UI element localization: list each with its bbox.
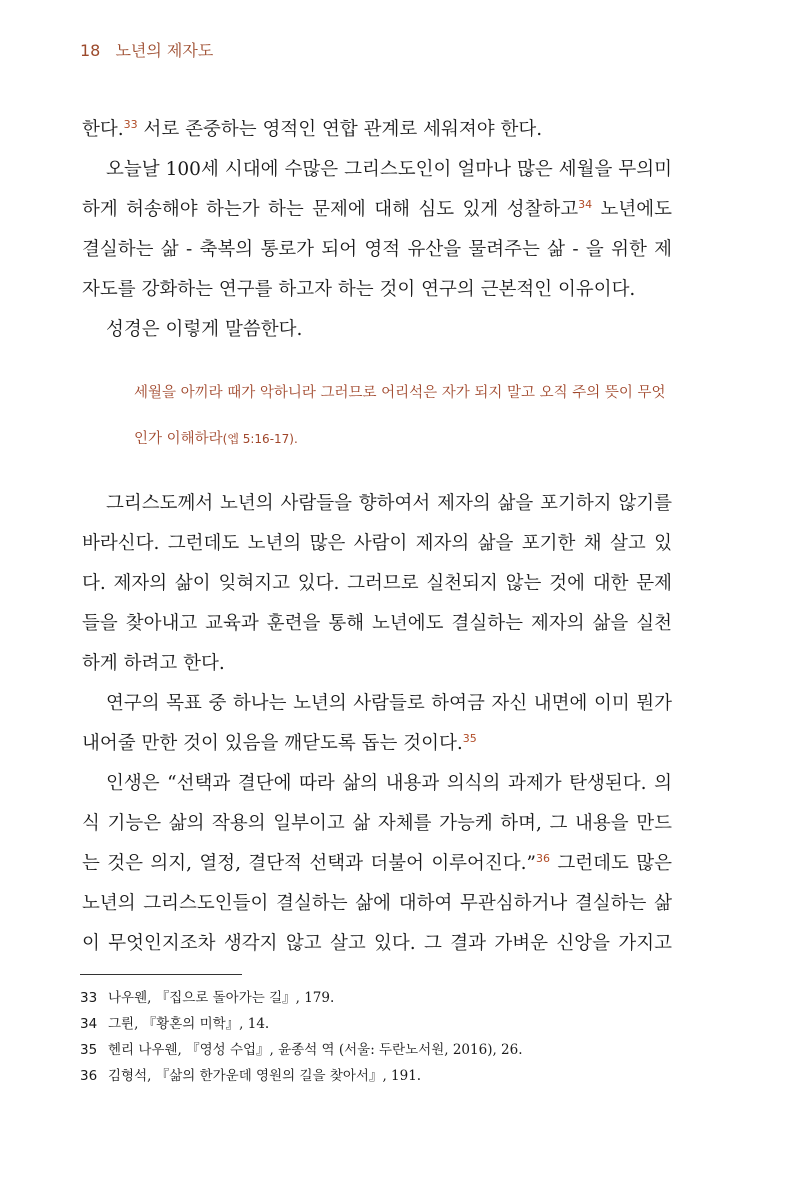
paragraph-6-line-3 bbox=[82, 844, 672, 884]
page-number: 18 bbox=[80, 41, 101, 60]
text-span: 내어줄 만한 것이 있음을 깨닫도록 돕는 것이다. bbox=[82, 733, 463, 754]
paragraph-4-line-5: 하게 하려고 한다. bbox=[82, 653, 225, 674]
footnote-number: 35 bbox=[80, 1042, 98, 1058]
paragraph-4-line-2: 바라신다. 그런데도 노년의 많은 사람이 제자의 삶을 포기한 채 살고 있 bbox=[82, 533, 672, 554]
paragraph-4-line-3: 다. 제자의 삶이 잊혀지고 있다. 그러므로 실천되지 않는 것에 대한 문제 bbox=[82, 573, 672, 594]
footnote-number: 33 bbox=[80, 990, 98, 1006]
footnote-ref-36: 36 bbox=[536, 851, 551, 865]
paragraph-3: 성경은 이렇게 말씀한다. bbox=[106, 319, 303, 340]
footnote-text: 김형석, 『삶의 한가운데 영원의 길을 찾아서』, 191. bbox=[108, 1068, 422, 1084]
footnote bbox=[80, 985, 680, 1011]
footnote-ref-34: 34 bbox=[578, 197, 593, 211]
paragraph-4-line-1: 그리스도께서 노년의 사람들을 향하여서 제자의 삶을 포기하지 않기를 bbox=[106, 493, 672, 514]
paragraph-6-line-5: 이 무엇인지조차 생각지 않고 살고 있다. 그 결과 가벼운 신앙을 가지고 bbox=[82, 933, 672, 954]
text-span: 서로 존중하는 영적인 연합 관계로 세워져야 한다. bbox=[137, 119, 543, 140]
footnote bbox=[80, 1011, 680, 1037]
footnote-text: 헨리 나우웬, 『영성 수업』, 윤종석 역 (서울: 두란노서원, 2016), 26. bbox=[108, 1042, 523, 1058]
footnote-divider bbox=[80, 974, 242, 975]
footnote bbox=[80, 1063, 680, 1089]
book-title: 노년의 제자도 bbox=[115, 41, 214, 60]
text-span: 인가 이해하라 bbox=[134, 431, 223, 447]
paragraph-6-line-4: 노년의 그리스도인들이 결실하는 삶에 대하여 무관심하거나 결실하는 삶 bbox=[82, 893, 672, 914]
footnote-text: 그륀, 『황혼의 미학』, 14. bbox=[108, 1016, 270, 1032]
running-header bbox=[80, 38, 213, 61]
text-span: 하게 허송해야 하는가 하는 문제에 대해 심도 있게 성찰하고 bbox=[82, 199, 579, 220]
paragraph-2-line-4: 자도를 강화하는 연구를 하고자 하는 것이 연구의 근본적인 이유이다. bbox=[82, 279, 636, 300]
paragraph-5-line-1: 연구의 목표 중 하나는 노년의 사람들로 하여금 자신 내면에 이미 뭔가 bbox=[106, 693, 672, 714]
footnote-ref-33: 33 bbox=[123, 117, 138, 131]
scripture-reference: (엡 5:16-17). bbox=[222, 432, 298, 446]
paragraph-6-line-2: 식 기능은 삶의 작용의 일부이고 삶 자체를 가능케 하며, 그 내용을 만드 bbox=[82, 813, 672, 834]
paragraph-5-line-2 bbox=[82, 724, 672, 764]
paragraph-1 bbox=[82, 110, 672, 150]
quote-line-1: 세월을 아끼라 때가 악하니라 그러므로 어리석은 자가 되지 말고 오직 주의 뜻이 무엇 bbox=[134, 385, 666, 401]
text-span: 한다. bbox=[82, 119, 124, 140]
footnote-number: 36 bbox=[80, 1068, 98, 1084]
text-span: 는 것은 의지, 열정, 결단적 선택과 더불어 이루어진다.” bbox=[82, 853, 537, 874]
footnote-text: 나우웬, 『집으로 돌아가는 길』, 179. bbox=[108, 990, 335, 1006]
body-block-top bbox=[82, 110, 672, 350]
footnote-number: 34 bbox=[80, 1016, 98, 1032]
footnote-ref-35: 35 bbox=[462, 731, 477, 745]
text-span: 노년에도 bbox=[592, 199, 672, 220]
paragraph-6-line-1: 인생은 “선택과 결단에 따라 삶의 내용과 의식의 과제가 탄생된다. 의 bbox=[106, 773, 672, 794]
body-block-bottom bbox=[82, 484, 672, 964]
paragraph-2-line-3: 결실하는 삶 - 축복의 통로가 되어 영적 유산을 물려주는 삶 - 을 위한 제 bbox=[82, 239, 672, 260]
scripture-quote bbox=[134, 370, 666, 462]
text-span: 그런데도 많은 bbox=[550, 853, 672, 874]
paragraph-4-line-4: 들을 찾아내고 교육과 훈련을 통해 노년에도 결실하는 제자의 삶을 실천 bbox=[82, 613, 672, 634]
footnotes bbox=[80, 985, 680, 1089]
paragraph-2-line-1: 오늘날 100세 시대에 수많은 그리스도인이 얼마나 많은 세월을 무의미 bbox=[106, 159, 672, 180]
quote-line-2 bbox=[134, 416, 652, 462]
footnote bbox=[80, 1037, 680, 1063]
paragraph-2-line-2 bbox=[82, 190, 672, 230]
